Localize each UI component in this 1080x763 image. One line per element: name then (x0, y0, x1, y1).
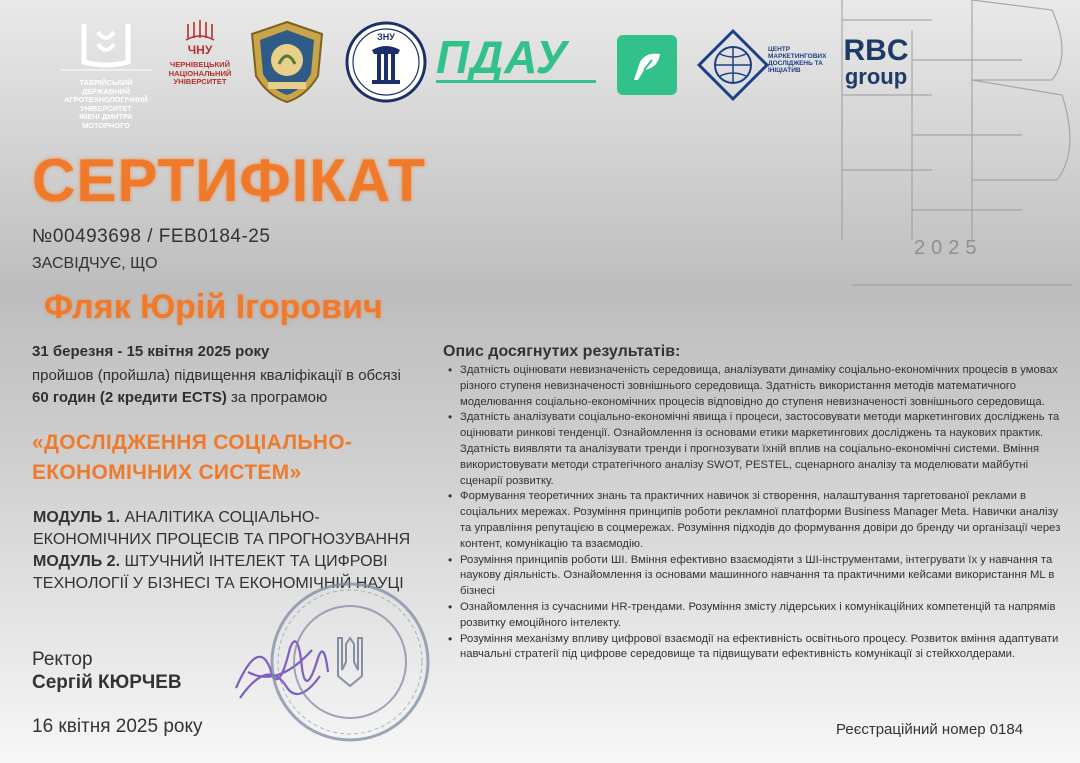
recipient-name: Фляк Юрій Ігорович (44, 288, 383, 326)
module-2-text: ШТУЧНИЙ ІНТЕЛЕКТ ТА ЦИФРОВІ ТЕХНОЛОГІЇ У БІЗНЕСІ ТА ЕКОНОМІЧНІЙ НАУЦІ (33, 553, 404, 593)
marketing-research-center-logo (696, 28, 826, 102)
rector-name: Сергій КЮРЧЕВ (32, 672, 182, 693)
rbc-group-wordmark: group (844, 64, 908, 89)
shield-emblem-icon (248, 20, 326, 104)
result-item: • Ознайомлення із сучасними HR-трендами. Розуміння змісту лідерських і комунікаційних компетенцій та напрямів розвитку емоційного інтелекту. (460, 600, 1070, 632)
module-1-label: МОДУЛЬ 1. (33, 509, 121, 526)
cmd-line-1: ЦЕНТР (768, 46, 791, 53)
rbc-group-logo (836, 36, 916, 88)
tdatu-line-3: ІМЕНІ ДМИТРА МОТОРНОГО (79, 112, 133, 130)
znu-logo-icon (344, 20, 428, 104)
program-suffix: за програмою (226, 389, 328, 406)
chnu-logo (164, 18, 236, 87)
certificate-number: №00493698 / FEB0184-25 (32, 226, 271, 247)
znu-abbr: ЗНУ (377, 32, 395, 42)
module-2-label: МОДУЛЬ 2. (33, 553, 121, 570)
results-list (446, 363, 1070, 663)
pdau-wordmark: ПДАУ (436, 31, 568, 83)
program-title: «ДОСЛІДЖЕННЯ СОЦІАЛЬНО-ЕКОНОМІЧНИХ СИСТЕМ» (32, 431, 353, 485)
cmd-line-2: МАРКЕТИНГОВИХ (768, 53, 827, 61)
chnu-emblem-icon (164, 18, 236, 56)
official-stamp (268, 580, 432, 744)
tdatu-line-2: АГРОТЕХНОЛОГІЧНИЙ УНІВЕРСИТЕТ (64, 95, 148, 113)
registration-number: Реєстраційний номер 0184 (836, 721, 1024, 738)
globe-diamond-icon (696, 28, 770, 102)
pdau-logo (436, 30, 606, 83)
result-item: • Формування теоретичних знань та практичних навичок зі створення, налаштування таргетованої реклами в соціальних мережах. Розуміння принципів роботи рекламної платформи Business Manager Meta. Навички аналізу та управління репутацією в соцмережах. Розуміння підходів до формування довіри до бренду чи організації через контент, комунікацію та взаємодію. (460, 489, 1070, 552)
cmd-line-4: ІНІЦІАТИВ (768, 67, 801, 75)
chnu-line-3: УНІВЕРСИТЕТ (173, 77, 227, 87)
result-item: • Розуміння механізму впливу цифрової взаємодії на ефективність освітнього процесу. Розвиток вміння адаптувати навчальні стратегії під цифрове середовище та підвищувати ефективність комунікації зі стейкхолдерами. (460, 632, 1070, 664)
module-1 (33, 507, 433, 552)
results-heading: Опис досягнутих результатів: (443, 343, 681, 360)
rbc-wordmark: RBC (843, 34, 909, 67)
tdatu-logo (58, 18, 154, 130)
tdatu-emblem-icon (58, 18, 154, 74)
qualification-text: пройшов (пройшла) підвищення кваліфікації в обсязі (32, 367, 401, 384)
rector-title: Ректор (32, 649, 93, 670)
cmd-line-3: ДОСЛІДЖЕНЬ ТА (768, 60, 823, 68)
certificate-title: СЕРТИФІКАТ (32, 147, 426, 214)
chnu-line-2: НАЦІОНАЛЬНИЙ (168, 68, 232, 78)
course-dates: 31 березня - 15 квітня 2025 року (32, 343, 270, 360)
hours-line (32, 389, 327, 406)
chnu-line-1: ЧЕРНІВЕЦЬКИЙ (169, 60, 231, 69)
hours-value: 60 годин (2 кредити ECTS) (32, 389, 227, 406)
tdatu-line-1: ТАВРІЙСЬКИЙ ДЕРЖАВНИЙ (79, 78, 133, 96)
result-item: • Розуміння принципів роботи ШІ. Вміння ефективно взаємодіяти з ШІ-інструментами, інтегрувати їх у навчання та наукову діяльність. Ознайомлення із основами машинного навчання та практичними кейсами використання ML в бізнесі (460, 553, 1070, 600)
watermark-year: 2025 (914, 237, 983, 259)
leaf-square-logo-icon (616, 34, 678, 96)
issue-date: 16 квітня 2025 року (32, 716, 203, 737)
result-item: • Здатність оцінювати невизначеність середовища, аналізувати динаміку соціально-економічних процесів в умовах різного ступеня невизначеності зовнішнього середовища. Здатність використання методів математичного моделювання соціально-економічних процесів відповідно до ступеня невизначеності зовнішнього середовища. (460, 363, 1070, 410)
module-1-text: АНАЛІТИКА СОЦІАЛЬНО-ЕКОНОМІЧНИХ ПРОЦЕСІВ ТА ПРОГНОЗУВАННЯ (33, 509, 411, 549)
certifies-label: ЗАСВІДЧУЄ, ЩО (32, 255, 158, 272)
result-item: • Здатність аналізувати соціально-економічні явища і процеси, застосовувати методи маркетингових досліджень та оцінювати ринкові тенденції. Ознайомлення із основами етики маркетингових досліджень та наукових практик. Здатність виявляти та аналізувати тренди і прогнозувати їхній вплив на соціально-економічні системи. Вміння використовувати методи стратегічного аналізу SWOT, PESTEL, сценарного аналізу та моделювати майбутні сценарії розвитку. (460, 410, 1070, 489)
chnu-abbr: ЧНУ (187, 43, 213, 56)
